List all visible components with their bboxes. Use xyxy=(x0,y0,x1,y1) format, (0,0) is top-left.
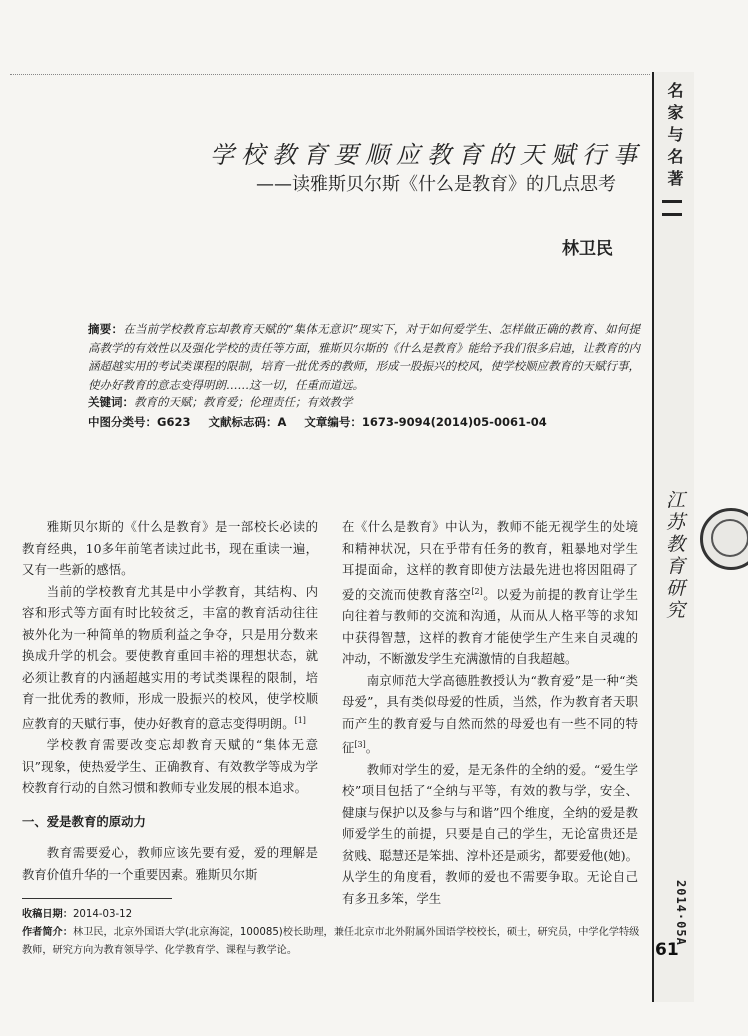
author-name: 林卫民 xyxy=(562,239,613,259)
paragraph: 教师对学生的爱，是无条件的全纳的爱。“爱生学校”项目包括了“全纳与平等，有效的教与学，安全、健康与保护以及参与与和谐”四个维度，全纳的爱是教师爱学生的前提，只要是自己的学生，无论富贵还是贫贱、聪慧还是笨拙、淳朴还是顽劣，都要爱他(她)。从学生的角度看，教师的爱也不需要争取。无论自己有多丑多笨，学生 xyxy=(342,761,638,906)
paragraph-text: 。 xyxy=(365,740,379,756)
paragraph-text: 南京师范大学高德胜教授认为“教育爱”是一种“类母爱”，具有类似母爱的性质，当然，作为教育者天职而产生的教育爱与自然而然的母爱也有一些不同的特征 xyxy=(342,672,638,756)
received-date xyxy=(22,906,642,924)
citation-ref: [2] xyxy=(471,586,483,596)
classification-line xyxy=(88,414,640,430)
paragraph xyxy=(22,581,318,735)
body-column-right xyxy=(342,516,638,909)
column-label: 名家与名著 xyxy=(665,82,684,192)
footnote xyxy=(22,906,642,960)
journal-seal-logo xyxy=(700,508,748,570)
bio-text: 林卫民，北京外国语大学(北京海淀，100085)校长助理，兼任北京市北外附属外国语学校校长，硕士，研究员，中学化学特级教师，研究方向为教育领导学、化学教育学、课程与教学论。 xyxy=(22,927,640,956)
doc-code-label: 文献标志码： xyxy=(208,415,278,429)
bio-label: 作者简介： xyxy=(22,927,73,938)
journal-name: 江苏教育研究 xyxy=(663,490,685,622)
received-label: 收稿日期： xyxy=(22,909,73,920)
article-no-value: 1673-9094(2014)05-0061-04 xyxy=(361,415,547,429)
keywords-text: 教育的天赋；教育爱；伦理责任；有效教学 xyxy=(134,395,353,409)
clc-value: G623 xyxy=(157,415,191,429)
article-no-label: 文章编号： xyxy=(304,415,362,429)
article-subtitle: ——读雅斯贝尔斯《什么是教育》的几点思考 xyxy=(256,174,616,195)
seal-inner-ring xyxy=(711,519,748,557)
citation-ref: [3] xyxy=(354,740,366,750)
keywords xyxy=(88,394,640,410)
paragraph-text: 在《什么是教育》中认为，教师不能无视学生的处境和精神状况，只在乎带有任务的教育，粗暴地对学生耳提面命，这样的教育即使方法最先进也将因阻碍了爱的交流而使教育落空 xyxy=(342,519,638,602)
abstract-label: 摘要： xyxy=(88,322,124,336)
keywords-label: 关键词： xyxy=(88,395,134,409)
section-heading: 一、爱是教育的原动力 xyxy=(22,813,146,829)
paragraph: 学校教育需要改变忘却教育天赋的“集体无意识”现象，使热爱学生、正确教育、有效教学等成为学校教育行动的自然习惯和教师专业发展的根本追求。 xyxy=(22,737,318,796)
received-value: 2014-03-12 xyxy=(72,909,133,920)
abstract xyxy=(88,320,640,394)
paragraph-text: 当前的学校教育尤其是中小学教育，其结构、内容和形式等方面有时比较贫乏，丰富的教育活动往往被外化为一种简单的物质利益之争夺，只是用分数来换成升学的机会。要使教育重回丰裕的理想状态，就必须让教育的内涵超越实用的考试类课程的限制，培育一批优秀的教师，形成一股振兴的校风，使学校顺应教育的天赋行事，使办好教育的意志变得明朗。 xyxy=(22,583,318,731)
body-column-left xyxy=(22,516,318,885)
abstract-text: 在当前学校教育忘却教育天赋的“集体无意识”现实下，对于如何爱学生、怎样做正确的教育、如何提高教学的有效性以及强化学校的责任等方面，雅斯贝尔斯的《什么是教育》能给予我们很多启迪，让教育的内涵超越实用的考试类课程的限制，培育一批优秀的教师，形成一股振兴的校风，使学校顺应教育的天赋行事，使办好教育的意志变得明朗……这一切，任重而道远。 xyxy=(88,322,640,392)
paragraph-text: 。以爱为前提的教育让学生向往着与教师的交流和沟通，从而从人格平等的求知中获得智慧，这样的教育才能使学生产生来自灵魂的冲动，不断激发学生充满激情的自我超越。 xyxy=(342,586,639,667)
footnote-divider xyxy=(22,898,172,899)
paragraph: 教育需要爱心，教师应该先要有爱，爱的理解是教育价值升华的一个重要因素。雅斯贝尔斯 xyxy=(22,845,318,882)
doc-code-value: A xyxy=(277,415,287,429)
author-bio xyxy=(22,924,642,960)
article-title: 学校教育要顺应教育的天赋行事 xyxy=(210,141,644,169)
clc-label: 中图分类号： xyxy=(88,415,157,429)
column-label-bars xyxy=(662,200,682,216)
paragraph xyxy=(342,670,638,759)
paragraph xyxy=(342,516,638,670)
paragraph: 雅斯贝尔斯的《什么是教育》是一部校长必读的教育经典，10多年前笔者读过此书，现在重读一遍，又有一些新的感悟。 xyxy=(22,519,318,577)
top-divider xyxy=(10,74,650,75)
citation-ref: [1] xyxy=(294,715,306,725)
issue-mark: 2014·05A xyxy=(674,880,688,946)
page-number: 61 xyxy=(655,940,679,960)
